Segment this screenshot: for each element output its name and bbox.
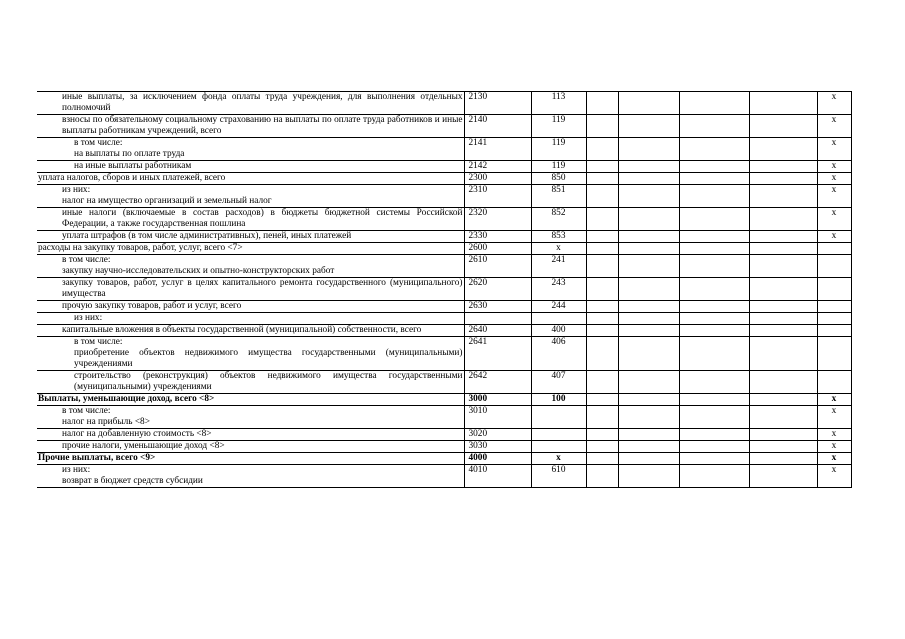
row-label-line: из них: bbox=[62, 185, 91, 195]
row-label bbox=[37, 161, 464, 173]
row-label bbox=[37, 115, 464, 138]
row-col5 bbox=[618, 429, 679, 441]
row-code: 4000 bbox=[464, 453, 531, 465]
row-label bbox=[37, 185, 464, 208]
row-col7 bbox=[749, 465, 817, 488]
row-label-line: взносы по обязательному социальному страхованию на выплаты по оплате труда работников и иные выплаты работникам учреждений, всего bbox=[62, 115, 463, 136]
table-row bbox=[37, 453, 851, 465]
row-code: 2610 bbox=[464, 255, 531, 278]
row-col4 bbox=[586, 441, 618, 453]
row-x: х bbox=[817, 453, 851, 465]
row-kbk: 244 bbox=[531, 301, 586, 313]
row-label bbox=[37, 441, 464, 453]
table-row bbox=[37, 173, 851, 185]
row-code: 2310 bbox=[464, 185, 531, 208]
row-col7 bbox=[749, 441, 817, 453]
row-label bbox=[37, 138, 464, 161]
row-col4 bbox=[586, 337, 618, 371]
row-col7 bbox=[749, 138, 817, 161]
row-label-line: в том числе: bbox=[74, 337, 123, 347]
row-label-line: капитальные вложения в объекты государственной (муниципальной) собственности, всего bbox=[62, 325, 422, 335]
row-col6 bbox=[679, 208, 749, 231]
row-col7 bbox=[749, 173, 817, 185]
row-label-line: на выплаты по оплате труда bbox=[74, 149, 185, 159]
row-col6 bbox=[679, 394, 749, 406]
row-kbk: 407 bbox=[531, 371, 586, 394]
row-col5 bbox=[618, 255, 679, 278]
row-col6 bbox=[679, 161, 749, 173]
row-col6 bbox=[679, 429, 749, 441]
row-col7 bbox=[749, 325, 817, 337]
row-kbk: 243 bbox=[531, 278, 586, 301]
row-kbk: х bbox=[531, 243, 586, 255]
row-kbk: 852 bbox=[531, 208, 586, 231]
row-col7 bbox=[749, 278, 817, 301]
row-col4 bbox=[586, 115, 618, 138]
row-col7 bbox=[749, 371, 817, 394]
row-col4 bbox=[586, 453, 618, 465]
row-label bbox=[37, 394, 464, 406]
row-kbk: 119 bbox=[531, 161, 586, 173]
row-col5 bbox=[618, 243, 679, 255]
table-row bbox=[37, 406, 851, 429]
row-col6 bbox=[679, 115, 749, 138]
table-row bbox=[37, 92, 851, 115]
row-col6 bbox=[679, 185, 749, 208]
row-kbk: х bbox=[531, 453, 586, 465]
row-col5 bbox=[618, 278, 679, 301]
row-col4 bbox=[586, 173, 618, 185]
row-col7 bbox=[749, 115, 817, 138]
row-col5 bbox=[618, 92, 679, 115]
row-label-line: уплата налогов, сборов и иных платежей, всего bbox=[38, 173, 226, 183]
row-col5 bbox=[618, 115, 679, 138]
row-col4 bbox=[586, 301, 618, 313]
row-x: х bbox=[817, 429, 851, 441]
table-row bbox=[37, 441, 851, 453]
row-kbk: 119 bbox=[531, 138, 586, 161]
table-row bbox=[37, 325, 851, 337]
row-x: х bbox=[817, 92, 851, 115]
row-col4 bbox=[586, 138, 618, 161]
row-col5 bbox=[618, 138, 679, 161]
table-row bbox=[37, 208, 851, 231]
table-row bbox=[37, 278, 851, 301]
row-code: 2630 bbox=[464, 301, 531, 313]
row-col5 bbox=[618, 371, 679, 394]
row-col5 bbox=[618, 313, 679, 325]
row-col7 bbox=[749, 429, 817, 441]
row-code: 3010 bbox=[464, 406, 531, 429]
row-label-line: налог на прибыль <8> bbox=[62, 417, 150, 427]
row-x: х bbox=[817, 406, 851, 429]
row-label bbox=[37, 337, 464, 371]
table-row bbox=[37, 115, 851, 138]
row-label-line: прочие налоги, уменьшающие доход <8> bbox=[62, 441, 225, 451]
row-kbk: 850 bbox=[531, 173, 586, 185]
row-col7 bbox=[749, 255, 817, 278]
row-col5 bbox=[618, 325, 679, 337]
row-col5 bbox=[618, 394, 679, 406]
row-code: 2641 bbox=[464, 337, 531, 371]
row-col6 bbox=[679, 301, 749, 313]
row-kbk bbox=[531, 313, 586, 325]
row-code bbox=[464, 313, 531, 325]
row-label bbox=[37, 208, 464, 231]
row-col7 bbox=[749, 161, 817, 173]
row-label-line: Прочие выплаты, всего <9> bbox=[38, 453, 156, 463]
row-x bbox=[817, 313, 851, 325]
row-label-line: приобретение объектов недвижимого имущества государственными (муниципальными) учреждениями bbox=[74, 348, 463, 369]
row-label-line: иные выплаты, за исключением фонда оплаты труда учреждения, для выполнения отдельных полномочий bbox=[62, 92, 463, 113]
row-label-line: в том числе: bbox=[62, 406, 111, 416]
row-col5 bbox=[618, 465, 679, 488]
table-row bbox=[37, 185, 851, 208]
row-label bbox=[37, 325, 464, 337]
row-col4 bbox=[586, 278, 618, 301]
row-code: 4010 bbox=[464, 465, 531, 488]
row-col6 bbox=[679, 465, 749, 488]
row-label-line: расходы на закупку товаров, работ, услуг, всего <7> bbox=[38, 243, 243, 253]
row-col4 bbox=[586, 92, 618, 115]
row-label-line: в том числе: bbox=[62, 255, 111, 265]
row-label bbox=[37, 406, 464, 429]
row-label bbox=[37, 92, 464, 115]
row-x: х bbox=[817, 138, 851, 161]
row-label bbox=[37, 278, 464, 301]
row-kbk: 400 bbox=[531, 325, 586, 337]
row-label-line: иные налоги (включаемые в состав расходов) в бюджеты бюджетной системы Российской Федерации, а также государственная пошлина bbox=[62, 208, 463, 229]
table-row bbox=[37, 313, 851, 325]
row-x: х bbox=[817, 185, 851, 208]
row-col6 bbox=[679, 453, 749, 465]
row-kbk bbox=[531, 429, 586, 441]
row-col4 bbox=[586, 255, 618, 278]
row-col6 bbox=[679, 371, 749, 394]
row-label-line: закупку научно-исследовательских и опытно-конструкторских работ bbox=[62, 266, 335, 276]
row-x: х bbox=[817, 115, 851, 138]
row-code: 2142 bbox=[464, 161, 531, 173]
row-kbk: 853 bbox=[531, 231, 586, 243]
row-label bbox=[37, 313, 464, 325]
row-col6 bbox=[679, 441, 749, 453]
row-label-line: из них: bbox=[74, 313, 103, 323]
row-code: 2140 bbox=[464, 115, 531, 138]
row-label bbox=[37, 255, 464, 278]
row-col6 bbox=[679, 243, 749, 255]
row-col5 bbox=[618, 173, 679, 185]
row-label bbox=[37, 465, 464, 488]
row-col7 bbox=[749, 243, 817, 255]
row-label-line: возврат в бюджет средств субсидии bbox=[62, 476, 203, 486]
row-label-line: строительство (реконструкция) объектов недвижимого имущества государственными (муниципальными) учреждениями bbox=[74, 371, 463, 392]
row-col5 bbox=[618, 208, 679, 231]
row-col6 bbox=[679, 406, 749, 429]
row-x bbox=[817, 301, 851, 313]
table-row bbox=[37, 161, 851, 173]
row-kbk: 851 bbox=[531, 185, 586, 208]
row-col7 bbox=[749, 313, 817, 325]
row-label-line: закупку товаров, работ, услуг в целях капитального ремонта государственного (муниципального) имущества bbox=[62, 278, 463, 299]
row-x bbox=[817, 371, 851, 394]
expense-table bbox=[37, 91, 852, 488]
row-col5 bbox=[618, 185, 679, 208]
row-label-line: в том числе: bbox=[74, 138, 123, 148]
row-col7 bbox=[749, 231, 817, 243]
row-code: 2130 bbox=[464, 92, 531, 115]
row-label-line: налог на имущество организаций и земельный налог bbox=[62, 196, 272, 206]
row-col4 bbox=[586, 185, 618, 208]
row-col6 bbox=[679, 231, 749, 243]
row-x: х bbox=[817, 161, 851, 173]
row-x bbox=[817, 337, 851, 371]
table-row bbox=[37, 255, 851, 278]
row-x bbox=[817, 243, 851, 255]
row-col6 bbox=[679, 313, 749, 325]
row-col6 bbox=[679, 92, 749, 115]
row-col7 bbox=[749, 394, 817, 406]
row-col4 bbox=[586, 313, 618, 325]
table-row bbox=[37, 243, 851, 255]
row-col5 bbox=[618, 161, 679, 173]
row-x bbox=[817, 325, 851, 337]
row-col7 bbox=[749, 185, 817, 208]
row-col5 bbox=[618, 301, 679, 313]
row-col5 bbox=[618, 231, 679, 243]
row-col5 bbox=[618, 337, 679, 371]
row-col6 bbox=[679, 173, 749, 185]
row-code: 2330 bbox=[464, 231, 531, 243]
row-code: 3030 bbox=[464, 441, 531, 453]
row-code: 2642 bbox=[464, 371, 531, 394]
row-code: 2320 bbox=[464, 208, 531, 231]
row-col7 bbox=[749, 406, 817, 429]
row-col7 bbox=[749, 453, 817, 465]
row-label bbox=[37, 429, 464, 441]
row-col4 bbox=[586, 208, 618, 231]
row-col4 bbox=[586, 465, 618, 488]
table-row bbox=[37, 337, 851, 371]
row-kbk: 100 bbox=[531, 394, 586, 406]
table-row bbox=[37, 394, 851, 406]
row-col4 bbox=[586, 161, 618, 173]
row-col4 bbox=[586, 429, 618, 441]
row-col7 bbox=[749, 92, 817, 115]
row-col4 bbox=[586, 394, 618, 406]
row-kbk: 113 bbox=[531, 92, 586, 115]
row-col5 bbox=[618, 453, 679, 465]
row-code: 2600 bbox=[464, 243, 531, 255]
row-x: х bbox=[817, 208, 851, 231]
table-row bbox=[37, 301, 851, 313]
row-label bbox=[37, 301, 464, 313]
row-kbk bbox=[531, 441, 586, 453]
row-col6 bbox=[679, 337, 749, 371]
row-label-line: уплата штрафов (в том числе административных), пеней, иных платежей bbox=[62, 231, 352, 241]
table-row bbox=[37, 465, 851, 488]
row-code: 3020 bbox=[464, 429, 531, 441]
row-label-line: на иные выплаты работникам bbox=[74, 161, 192, 171]
row-label bbox=[37, 231, 464, 243]
row-kbk: 406 bbox=[531, 337, 586, 371]
row-code: 2620 bbox=[464, 278, 531, 301]
row-x: х bbox=[817, 231, 851, 243]
row-label bbox=[37, 173, 464, 185]
row-x bbox=[817, 255, 851, 278]
row-col4 bbox=[586, 325, 618, 337]
row-code: 2640 bbox=[464, 325, 531, 337]
row-col4 bbox=[586, 243, 618, 255]
table-row bbox=[37, 371, 851, 394]
row-col4 bbox=[586, 231, 618, 243]
row-col6 bbox=[679, 325, 749, 337]
row-col5 bbox=[618, 406, 679, 429]
row-col5 bbox=[618, 441, 679, 453]
row-col7 bbox=[749, 337, 817, 371]
row-x: х bbox=[817, 173, 851, 185]
row-label bbox=[37, 453, 464, 465]
row-col4 bbox=[586, 406, 618, 429]
row-col6 bbox=[679, 138, 749, 161]
table-row bbox=[37, 231, 851, 243]
row-kbk: 610 bbox=[531, 465, 586, 488]
row-label bbox=[37, 243, 464, 255]
row-code: 2300 bbox=[464, 173, 531, 185]
row-x: х bbox=[817, 465, 851, 488]
row-col7 bbox=[749, 208, 817, 231]
row-code: 2141 bbox=[464, 138, 531, 161]
row-col6 bbox=[679, 255, 749, 278]
row-x: х bbox=[817, 441, 851, 453]
row-label-line: из них: bbox=[62, 465, 91, 475]
row-label-line: Выплаты, уменьшающие доход, всего <8> bbox=[38, 394, 215, 404]
row-code: 3000 bbox=[464, 394, 531, 406]
row-col6 bbox=[679, 278, 749, 301]
table-row bbox=[37, 138, 851, 161]
row-label-line: прочую закупку товаров, работ и услуг, всего bbox=[62, 301, 242, 311]
row-col7 bbox=[749, 301, 817, 313]
row-col4 bbox=[586, 371, 618, 394]
row-kbk bbox=[531, 406, 586, 429]
row-kbk: 241 bbox=[531, 255, 586, 278]
row-label-line: налог на добавленную стоимость <8> bbox=[62, 429, 212, 439]
row-x: х bbox=[817, 394, 851, 406]
row-label bbox=[37, 371, 464, 394]
row-x bbox=[817, 278, 851, 301]
table-row bbox=[37, 429, 851, 441]
row-kbk: 119 bbox=[531, 115, 586, 138]
table-body bbox=[37, 92, 851, 488]
